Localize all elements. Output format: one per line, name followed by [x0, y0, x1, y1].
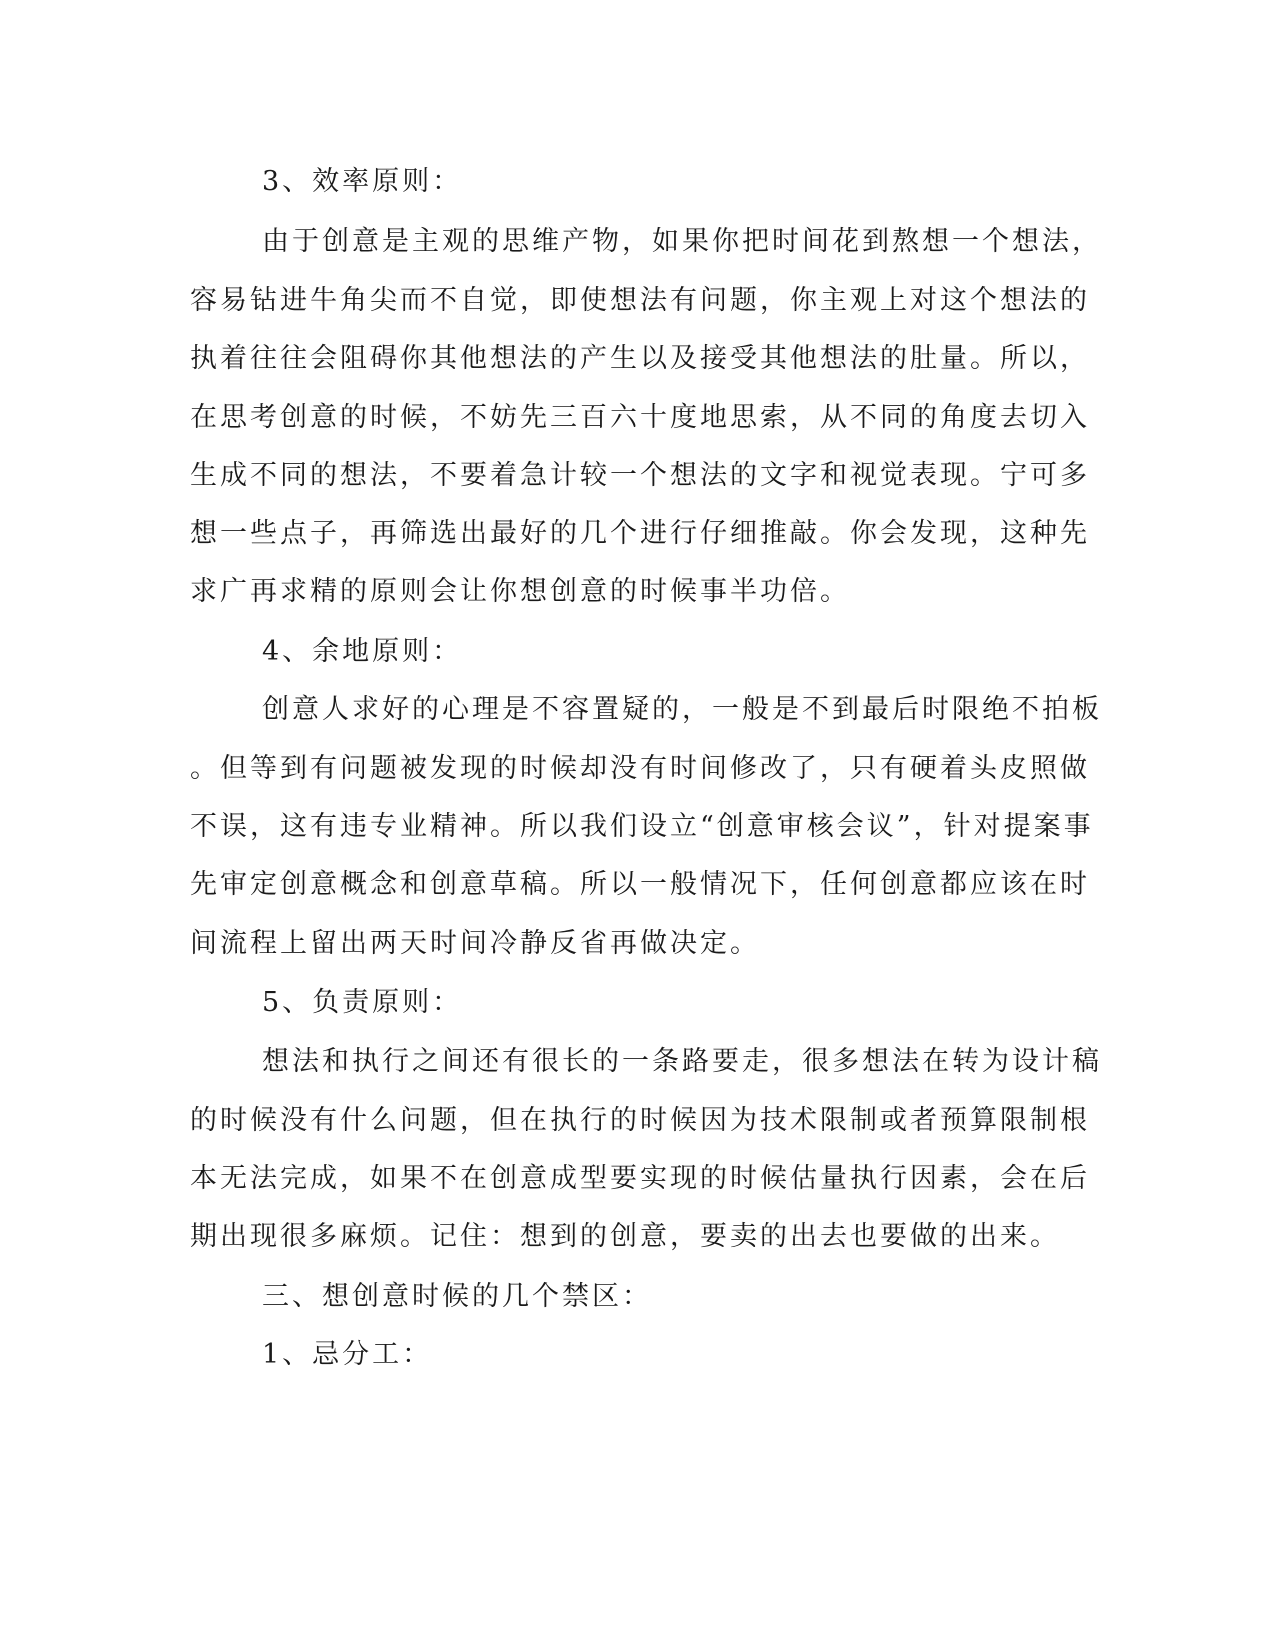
paragraph-line: 的时候没有什么问题，但在执行的时候因为技术限制或者预算限制根	[190, 1105, 1090, 1136]
paragraph-line: 在思考创意的时候，不妨先三百六十度地思索，从不同的角度去切入	[190, 402, 1090, 433]
paragraph-line: 求广再求精的原则会让你想创意的时候事半功倍。	[190, 576, 850, 607]
paragraph-line: 执着往往会阻碍你其他想法的产生以及接受其他想法的肚量。所以，	[190, 343, 1090, 374]
paragraph-line: 生成不同的想法，不要着急计较一个想法的文字和视觉表现。宁可多	[190, 460, 1090, 491]
heading-avoid-division-of-labor: 1、忌分工：	[262, 1339, 433, 1370]
section-heading-creative-taboos: 三、想创意时候的几个禁区：	[262, 1281, 652, 1312]
paragraph-line: 。但等到有问题被发现的时候却没有时间修改了，只有硬着头皮照做	[190, 753, 1090, 784]
paragraph-line: 想一些点子，再筛选出最好的几个进行仔细推敲。你会发现，这种先	[190, 518, 1090, 549]
heading-responsibility-principle: 5、负责原则：	[262, 987, 463, 1018]
paragraph-line: 由于创意是主观的思维产物，如果你把时间花到熬想一个想法，	[262, 226, 1102, 257]
paragraph-line: 本无法完成，如果不在创意成型要实现的时候估量执行因素，会在后	[190, 1163, 1090, 1194]
paragraph-line: 容易钻进牛角尖而不自觉，即使想法有问题，你主观上对这个想法的	[190, 285, 1090, 316]
paragraph-line: 不误，这有违专业精神。所以我们设立“创意审核会议”，针对提案事	[190, 811, 1094, 842]
paragraph-line: 想法和执行之间还有很长的一条路要走，很多想法在转为设计稿	[262, 1046, 1102, 1077]
heading-margin-principle: 4、余地原则：	[262, 636, 463, 667]
paragraph-line: 间流程上留出两天时间冷静反省再做决定。	[190, 928, 760, 959]
paragraph-line: 期出现很多麻烦。记住：想到的创意，要卖的出去也要做的出来。	[190, 1221, 1060, 1252]
paragraph-line: 创意人求好的心理是不容置疑的，一般是不到最后时限绝不拍板	[262, 694, 1102, 725]
paragraph-line: 先审定创意概念和创意草稿。所以一般情况下，任何创意都应该在时	[190, 869, 1090, 900]
heading-efficiency-principle: 3、效率原则：	[262, 166, 463, 197]
